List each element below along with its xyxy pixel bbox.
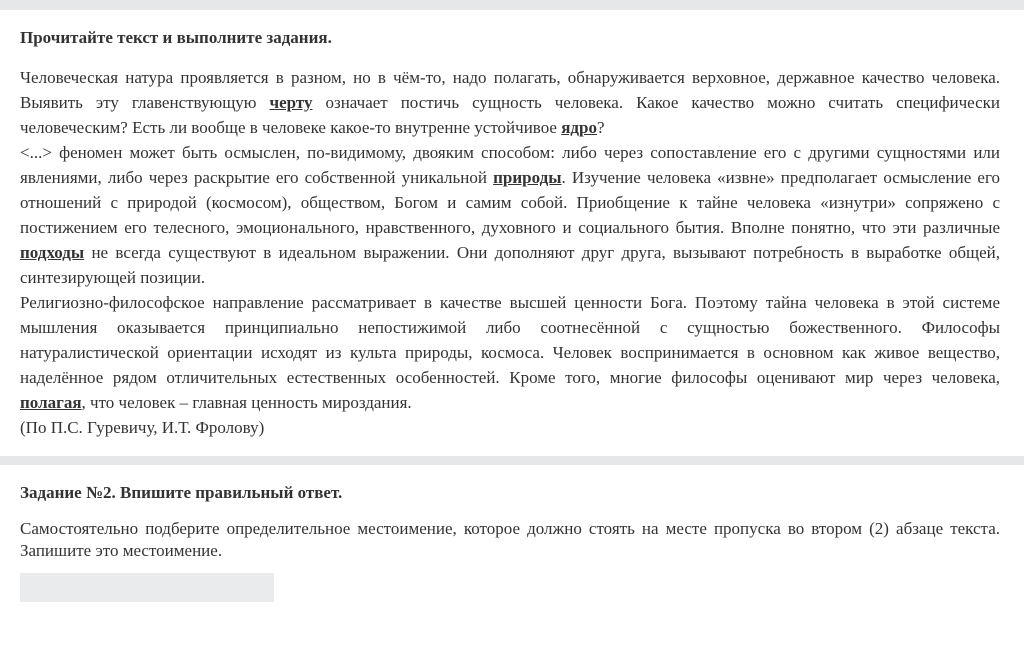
paragraph-3-text-a: Религиозно-философское направление рассматривает в качестве высшей ценности Бога. Поэтому тайна человека в этой системе мышления оказывается принципиально непостижимой либо соотнесённой с сущностью божественного. Философы натуралистической ориентации исходят из культа природы, космоса. Человек воспринимается в основном как живое вещество, наделённое рядом отличительных естественных особенностей. Кроме того, многие философы оценивают мир через человека, [20,293,1000,387]
section-divider [0,456,1024,465]
paragraph-2-text-c: не всегда существуют в идеальном выражении. Они дополняют друг друга, вызывают потребность в выработке общей, синтезирующей позиции. [20,243,1000,287]
source-citation: (По П.С. Гуревичу, И.Т. Фролову) [20,418,265,437]
keyword-podhody: подходы [20,243,85,262]
keyword-yadro: ядро [561,118,597,137]
reading-heading: Прочитайте текст и выполните задания. [20,28,332,47]
keyword-chertu: черту [269,93,313,112]
task-heading: Задание №2. Впишите правильный ответ. [20,483,343,502]
reading-passage [20,65,1000,440]
paragraph-2 [20,140,1000,290]
paragraph-2-text-b: . Изучение человека «извне» предполагает осмысление его отношений с природой (космосом), обществом, Богом и самим собой. Приобщение к тайне человека «изнутри» сопряжено с постижением его телесного, эмоционального, нравственного, духовного и социального бытия. Вполне понятно, что эти различные [20,168,1001,237]
paragraph-1-text-a: Человеческая натура проявляется в разном, но в чём-то, надо полагать, обнаруживается верховное, державное качество человека. Выявить эту главенствующую [20,68,1000,112]
paragraph-3 [20,290,1000,415]
top-divider-bar [0,0,1024,10]
task-text: Самостоятельно подберите определительное местоимение, которое должно стоять на месте пропуска во втором (2) абзаце текста. Запишите это местоимение. [20,519,1000,560]
paragraph-1-text-b: означает постичь сущность человека. Какое качество можно считать специфически человеческим? Есть ли вообще в человеке какое-то внутренне устойчивое [20,93,1000,137]
task-instructions [20,518,1000,562]
paragraph-3-text-b: , что человек – главная ценность мироздания. [81,393,412,412]
keyword-prirody: природы [493,168,562,187]
paragraph-1-text-c: ? [597,118,605,137]
keyword-polagaya: полагая [20,393,82,412]
paragraph-1 [20,65,1000,140]
paragraph-2-text-a: <...> феномен может быть осмыслен, по-видимому, двояким способом: либо через сопоставление его с другими сущностями или явлениями, либо через раскрытие его собственной уникальной [20,143,1000,187]
answer-input[interactable] [20,573,274,602]
